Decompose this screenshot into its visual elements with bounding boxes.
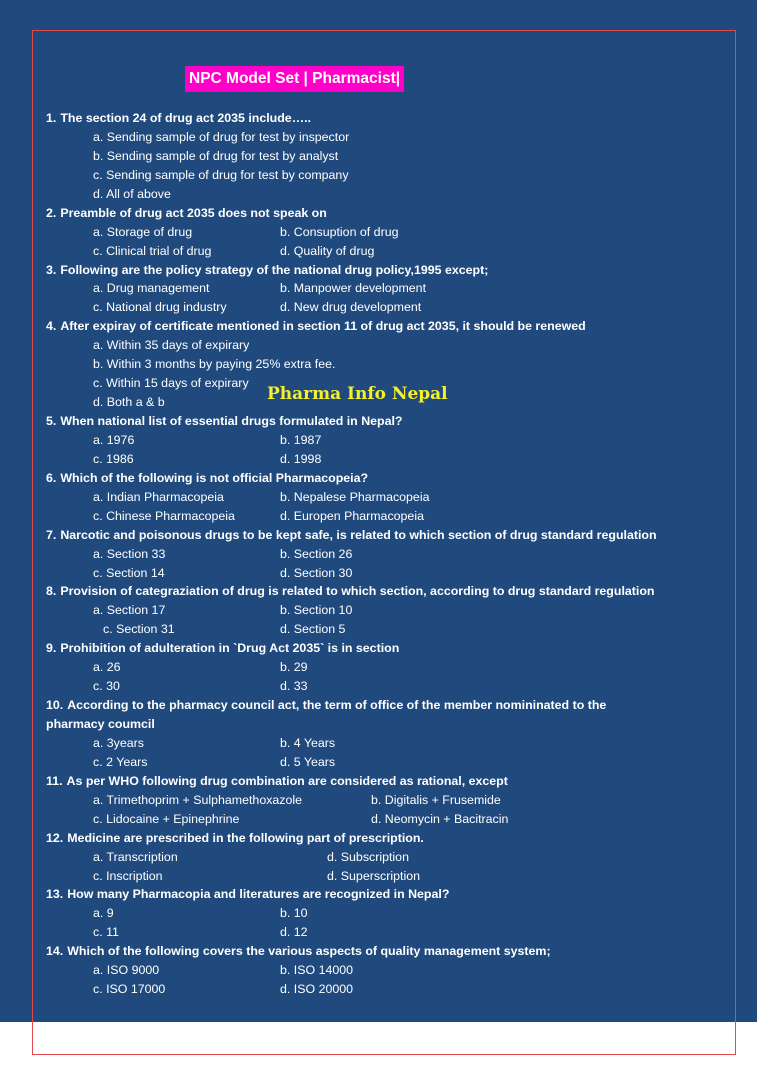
question-2: 2. Preamble of drug act 2035 does not speak on [46,205,327,220]
option-row [46,620,714,639]
option-b: b. Section 26 [280,546,353,561]
option-d: d. Neomycin + Bacitracin [371,811,509,826]
option-row [46,791,714,810]
option-row [46,128,714,147]
option-row [46,923,714,942]
option-row [46,810,714,829]
option-c: c. Within 15 days of expirary [93,376,249,391]
option-row [46,904,714,923]
question-4: 4. After expiray of certificate mentioned in section 11 of drug act 2035, it should be renewed [46,319,586,334]
watermark: Pharma Info Nepal [267,384,448,404]
option-a: a. Drug management [93,281,210,296]
option-row [46,753,714,772]
option-a: a. Sending sample of drug for test by inspector [93,129,350,144]
option-row [46,677,714,696]
question-7: 7. Narcotic and poisonous drugs to be kept safe, is related to which section of drug standard regulation [46,527,657,542]
page-title: NPC Model Set | Pharmacist| [185,66,404,92]
option-row [46,601,714,620]
option-b: b. 4 Years [280,735,336,750]
option-c: c. Chinese Pharmacopeia [93,508,235,523]
option-c: c. Section 14 [93,565,165,580]
option-row [46,223,714,242]
option-b: b. Consuption of drug [280,224,399,239]
option-a: a. Storage of drug [93,224,193,239]
option-row [46,488,714,507]
question-list [46,109,714,999]
option-d: d. Section 5 [280,622,346,637]
option-row [46,658,714,677]
option-b: b. ISO 14000 [280,963,354,978]
option-c: c. 30 [93,679,120,694]
option-row [46,166,714,185]
option-c: c. Sending sample of drug for test by company [93,167,349,182]
option-b: b. Digitalis + Frusemide [371,792,501,807]
option-c: c. Inscription [93,868,163,883]
option-d: d. All of above [93,186,171,201]
option-a: a. Section 17 [93,603,166,618]
option-a: a. 1976 [93,432,135,447]
option-d: d. 12 [280,925,308,940]
question-10-continuation: pharmacy coumcil [46,717,155,731]
option-row [46,545,714,564]
option-b: b. Within 3 months by paying 25% extra fee. [93,357,336,372]
question-13: 13. How many Pharmacopia and literatures are recognized in Nepal? [46,887,450,902]
question-11: 11. As per WHO following drug combination are considered as rational, except [46,773,508,788]
option-d: d. 33 [280,679,308,694]
option-c: c. 2 Years [93,754,148,769]
question-5: 5. When national list of essential drugs formulated in Nepal? [46,414,403,428]
option-row [46,564,714,583]
option-c: c. Section 31 [103,622,175,637]
option-row [46,298,714,317]
question-10: 10. According to the pharmacy council act, the term of office of the member nomininated to the [46,698,607,713]
option-d: d. Superscription [327,868,420,883]
option-a: a. Section 33 [93,546,166,561]
option-a: a. Indian Pharmacopeia [93,489,224,504]
option-d: d. 1998 [280,451,322,466]
option-c: c. 11 [93,925,119,940]
option-c: c. Lidocaine + Epinephrine [93,811,240,826]
option-d: d. Both a & b [93,395,165,410]
option-row [46,961,714,980]
option-b: b. Sending sample of drug for test by analyst [93,148,339,163]
option-a: a. Transcription [93,849,178,864]
option-d: d. Europen Pharmacopeia [280,508,424,523]
option-row [46,450,714,469]
option-a: a. Trimethoprim + Sulphamethoxazole [93,792,303,807]
option-row [46,185,714,204]
option-a: a. Within 35 days of expirary [93,338,250,353]
option-d: d. Quality of drug [280,243,375,258]
option-row [46,867,714,886]
option-row [46,279,714,298]
option-row [46,734,714,753]
option-d: d. 5 Years [280,754,336,769]
option-d: d. Section 30 [280,565,353,580]
option-c: c. ISO 17000 [93,982,166,997]
option-b: b. Section 10 [280,603,353,618]
option-c: c. 1986 [93,451,134,466]
option-a: a. 26 [93,660,121,675]
option-row [46,431,714,450]
question-6: 6. Which of the following is not official Pharmacopeia? [46,470,369,485]
option-d: d. New drug development [280,300,422,315]
question-9: 9. Prohibition of adulteration in `Drug Act 2035` is in section [46,641,400,656]
option-a: a. 9 [93,906,114,921]
option-b: b. 29 [280,660,308,675]
question-1: 1. The section 24 of drug act 2035 include….. [46,111,311,125]
option-row [46,980,714,999]
option-row [46,147,714,166]
option-c: c. Clinical trial of drug [93,243,212,258]
option-row [46,355,714,374]
option-b: b. 1987 [280,432,322,447]
option-row [46,507,714,526]
option-row [46,336,714,355]
option-b: b. 10 [280,906,308,921]
question-8: 8. Provision of categraziation of drug is related to which section, according to drug standard regulation [46,584,655,599]
question-12: 12. Medicine are prescribed in the following part of prescription. [46,830,424,845]
option-row [46,848,714,867]
option-b: d. Subscription [327,849,409,864]
question-3: 3. Following are the policy strategy of the national drug policy,1995 except; [46,262,489,277]
option-row [46,242,714,261]
option-a: a. 3years [93,735,144,750]
option-c: c. National drug industry [93,300,227,315]
option-b: b. Manpower development [280,281,427,296]
option-a: a. ISO 9000 [93,963,160,978]
option-d: d. ISO 20000 [280,982,354,997]
option-b: b. Nepalese Pharmacopeia [280,489,430,504]
question-14: 14. Which of the following covers the various aspects of quality management system; [46,944,551,959]
